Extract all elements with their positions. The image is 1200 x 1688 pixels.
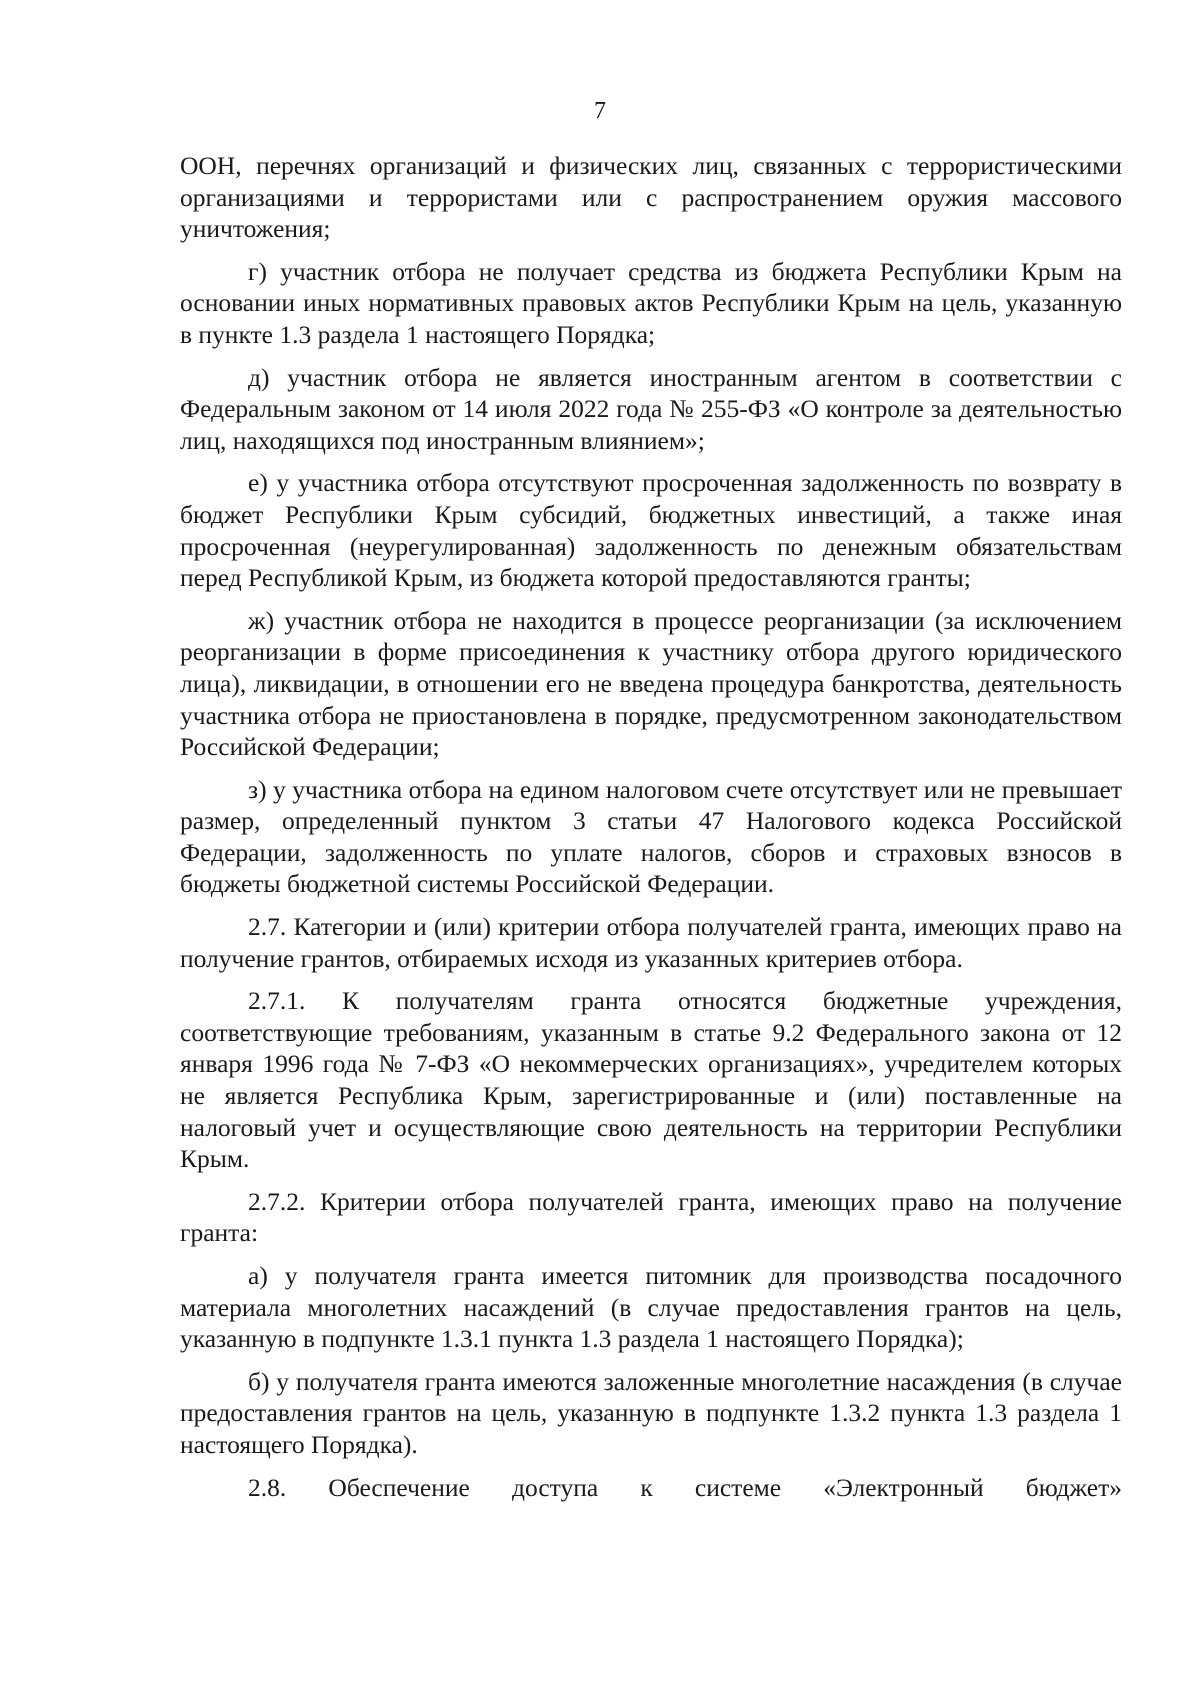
page-number: 7 <box>594 98 606 124</box>
paragraph-section-2-8: 2.8. Обеспечение доступа к системе «Электронный бюджет» <box>248 1472 1122 1502</box>
paragraph-item-g: г) участник отбора не получает средства из бюджета Республики Крым на основании иных нормативных правовых актов Республики Крым на цель, указанную в пункте 1.3 раздела 1 настоящего Порядка; <box>180 256 1122 349</box>
document-body <box>180 150 1122 1514</box>
paragraph-section-2-7: 2.7. Категории и (или) критерии отбора получателей гранта, имеющих право на получение грантов, отбираемых исходя из указанных критериев отбора. <box>180 912 1122 973</box>
paragraph-item-d: д) участник отбора не является иностранным агентом в соответствии с Федеральным законом от 14 июля 2022 года № 255-ФЗ «О контроле за деятельностью лиц, находящихся под иностранным влиянием»; <box>180 362 1122 455</box>
paragraph-section-2-7-2: 2.7.2. Критерии отбора получателей гранта, имеющих право на получение гранта: <box>180 1186 1122 1248</box>
paragraph-item-z: з) у участника отбора на едином налоговом счете отсутствует или не превышает размер, определенный пунктом 3 статьи 47 Налогового кодекса Российской Федерации, задолженность по уплате налогов, сборов и страховых взносов в бюджеты бюджетной системы Российской Федерации. <box>180 774 1122 899</box>
paragraph-item-zh: ж) участник отбора не находится в процессе реорганизации (за исключением реорганизации в форме присоединения к участнику отбора другого юридического лица), ликвидации, в отношении его не введена процедура банкротства, деятельность участника отбора не приостановлена в порядке, предусмотренном законодательством Российской Федерации; <box>180 605 1122 762</box>
paragraph-section-2-7-1: 2.7.1. К получателям гранта относятся бюджетные учреждения, соответствующие требованиям, указанным в статье 9.2 Федерального закона от 12 января 1996 года № 7-ФЗ «О некоммерческих организациях», учредителем которых не является Республика Крым, зарегистрированные и (или) поставленные на налоговый учет и осуществляющие свою деятельность на территории Республики Крым. <box>180 986 1122 1174</box>
paragraph-criterion-b: б) у получателя гранта имеются заложенные многолетние насаждения (в случае предоставления грантов на цель, указанную в подпункте 1.3.2 пункта 1.3 раздела 1 настоящего Порядка). <box>180 1366 1122 1459</box>
paragraph-list-continuation: ООН, перечнях организаций и физических лиц, связанных с террористическими организациями и террористами или с распространением оружия массового уничтожения; <box>180 151 1122 244</box>
paragraph-criterion-a: а) у получателя гранта имеется питомник для производства посадочного материала многолетних насаждений (в случае предоставления грантов на цель, указанную в подпункте 1.3.1 пункта 1.3 раздела 1 настоящего Порядка); <box>180 1261 1122 1354</box>
paragraph-item-e: е) у участника отбора отсутствуют просроченная задолженность по возврату в бюджет Республики Крым субсидий, бюджетных инвестиций, а также иная просроченная (неурегулированная) задолженность по денежным обязательствам перед Республикой Крым, из бюджета которой предоставляются гранты; <box>180 468 1122 593</box>
